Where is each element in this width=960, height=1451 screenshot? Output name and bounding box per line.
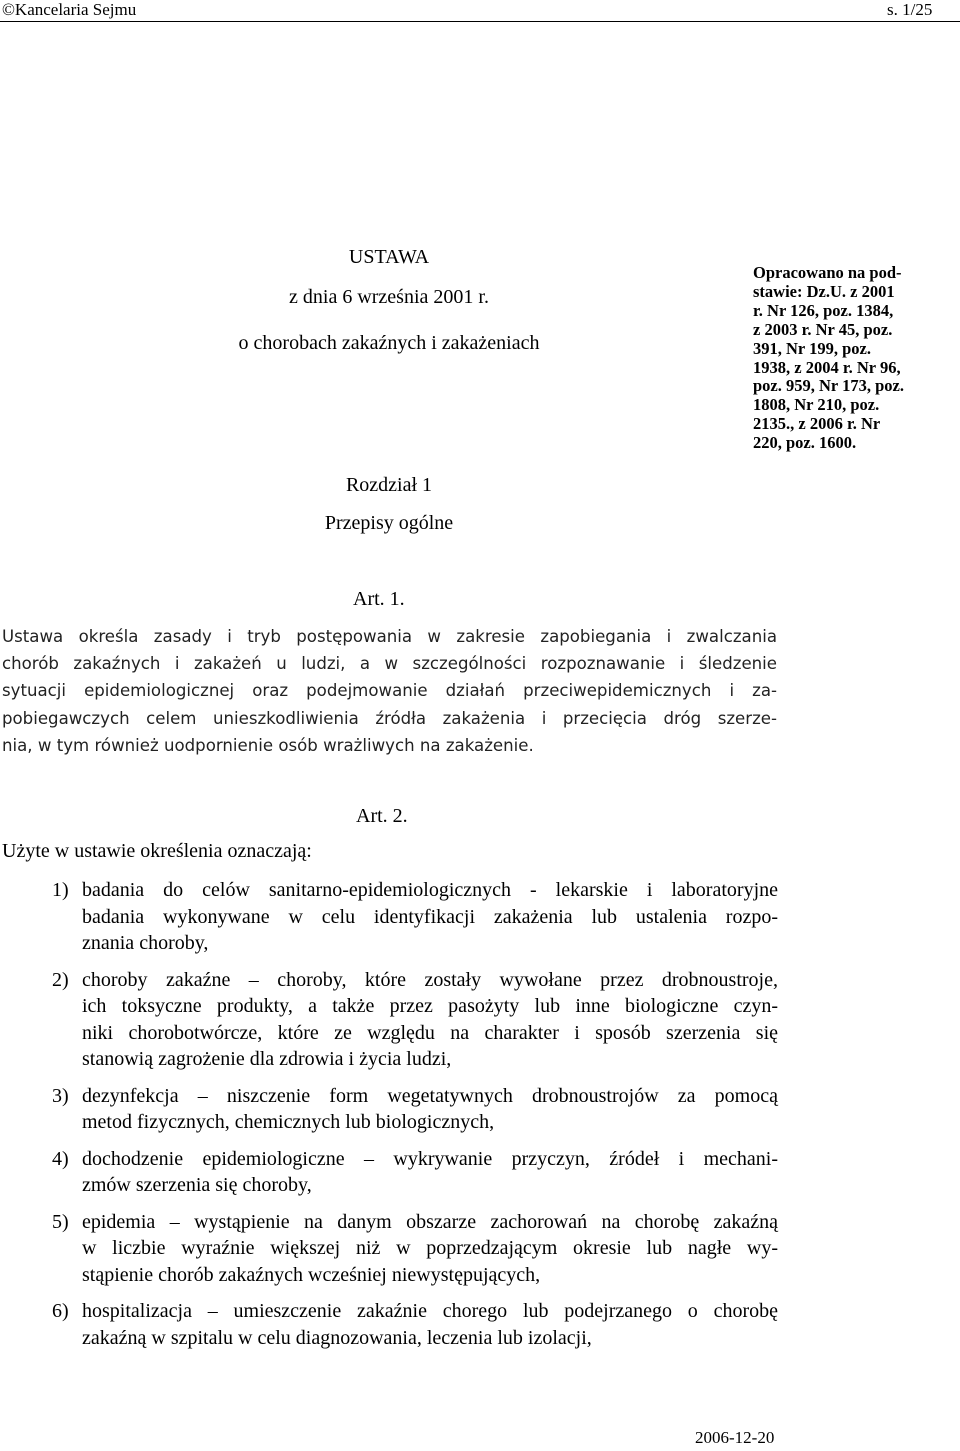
item-line: badania wykonywane w celu identyfikacji zakażenia lub ustalenia rozpo- [82, 905, 778, 928]
act-date: z dnia 6 września 2001 r. [289, 286, 489, 308]
chapter-number: Rozdział 1 [345, 474, 433, 496]
item-number: 3) [52, 1084, 69, 1107]
item-line: stąpienie chorób zakaźnych wcześniej niewystępujących, [82, 1263, 541, 1286]
definitions-list [52, 877, 778, 1361]
page-number: s. 1/25 [887, 0, 933, 19]
header-rule [0, 21, 960, 22]
article-1-line: Ustawa określa zasady i tryb postępowania w zakresie zapobiegania i zwalczania [2, 627, 777, 646]
definition-item [52, 1298, 778, 1351]
definition-item [52, 1083, 778, 1136]
item-line: choroby zakaźne – choroby, które zostały wywołane przez drobnoustroje, [82, 968, 778, 991]
act-subject: o chorobach zakaźnych i zakażeniach [238, 332, 540, 354]
definition-item [52, 967, 778, 1073]
source-note-line: 391, Nr 199, poz. [753, 338, 871, 358]
item-line: hospitalizacja – umieszczenie zakaźnie chorego lub podejrzanego o chorobę [82, 1300, 778, 1322]
item-line: zmów szerzenia się choroby, [82, 1174, 312, 1196]
source-note-line: Opracowano na pod- [753, 263, 902, 282]
article-1-text [2, 623, 777, 759]
article-1-line: chorób zakaźnych i zakażeń u ludzi, a w szczególności rozpoznawanie i śledzenie [2, 654, 777, 674]
item-line: ich toksyczne produkty, a także przez pasożyty lub inne biologiczne czyn- [82, 995, 778, 1017]
act-type: USTAWA [348, 246, 430, 268]
article-1-title: Art. 1. [353, 588, 405, 610]
definition-item [52, 1209, 778, 1289]
source-note-line: poz. 959, Nr 173, poz. [753, 376, 904, 396]
source-note-line: 2135., z 2006 r. Nr [753, 414, 881, 434]
item-line: dochodzenie epidemiologiczne – wykrywanie przyczyn, źródeł i mechani- [82, 1147, 778, 1170]
source-note-line: z 2003 r. Nr 45, poz. [753, 319, 893, 339]
item-line: znania choroby, [82, 932, 209, 954]
definition-item [52, 877, 778, 957]
chapter-title: Przepisy ogólne [324, 512, 454, 534]
item-number: 1) [52, 879, 69, 901]
item-number: 6) [52, 1300, 69, 1322]
item-line: stanowią zagrożenie dla zdrowia i życia ludzi, [82, 1048, 452, 1070]
item-line: niki chorobotwórcze, które ze względu na charakter i sposób szerzenia się [82, 1021, 778, 1044]
article-1-line: pobiegawczych celem unieszkodliwienia źródła zakażenia i przecięcia dróg szerze- [2, 708, 777, 728]
item-line: metod fizycznych, chemicznych lub biologicznych, [82, 1111, 495, 1133]
item-line: badania do celów sanitarno-epidemiologicznych - lekarskie i laboratoryjne [82, 879, 778, 901]
footer-date: 2006-12-20 [695, 1428, 775, 1447]
source-note-line: stawie: Dz.U. z 2001 [753, 281, 895, 301]
source-note [753, 264, 960, 453]
item-number: 2) [52, 968, 69, 991]
article-1-line: sytuacji epidemiologicznej oraz podejmowanie działań przeciwepidemicznych i za- [2, 681, 777, 701]
source-note-line: 1808, Nr 210, poz. [753, 395, 880, 415]
item-line: dezynfekcja – niszczenie form wegetatywnych drobnoustrojów za pomocą [82, 1084, 778, 1107]
article-1-line: nia, w tym również uodpornienie osób wrażliwych na zakażenie. [2, 735, 534, 755]
article-2-lead: Użyte w ustawie określenia oznaczają: [2, 840, 312, 862]
source-note-line: 1938, z 2004 r. Nr 96, [753, 357, 901, 377]
header-source: ©Kancelaria Sejmu [2, 0, 137, 19]
source-note-line: 220, poz. 1600. [753, 433, 857, 453]
item-number: 5) [52, 1210, 69, 1233]
source-note-line: r. Nr 126, poz. 1384, [753, 300, 894, 320]
article-2-title: Art. 2. [356, 805, 408, 827]
definition-item [52, 1146, 778, 1199]
item-line: w liczbie wyraźnie większej niż w poprzedzającym okresie lub nagłe wy- [82, 1237, 778, 1259]
item-line: epidemia – wystąpienie na danym obszarze zachorowań na chorobę zakaźną [82, 1210, 778, 1233]
item-line: zakaźną w szpitalu w celu diagnozowania, leczenia lub izolacji, [82, 1326, 592, 1349]
item-number: 4) [52, 1147, 69, 1170]
